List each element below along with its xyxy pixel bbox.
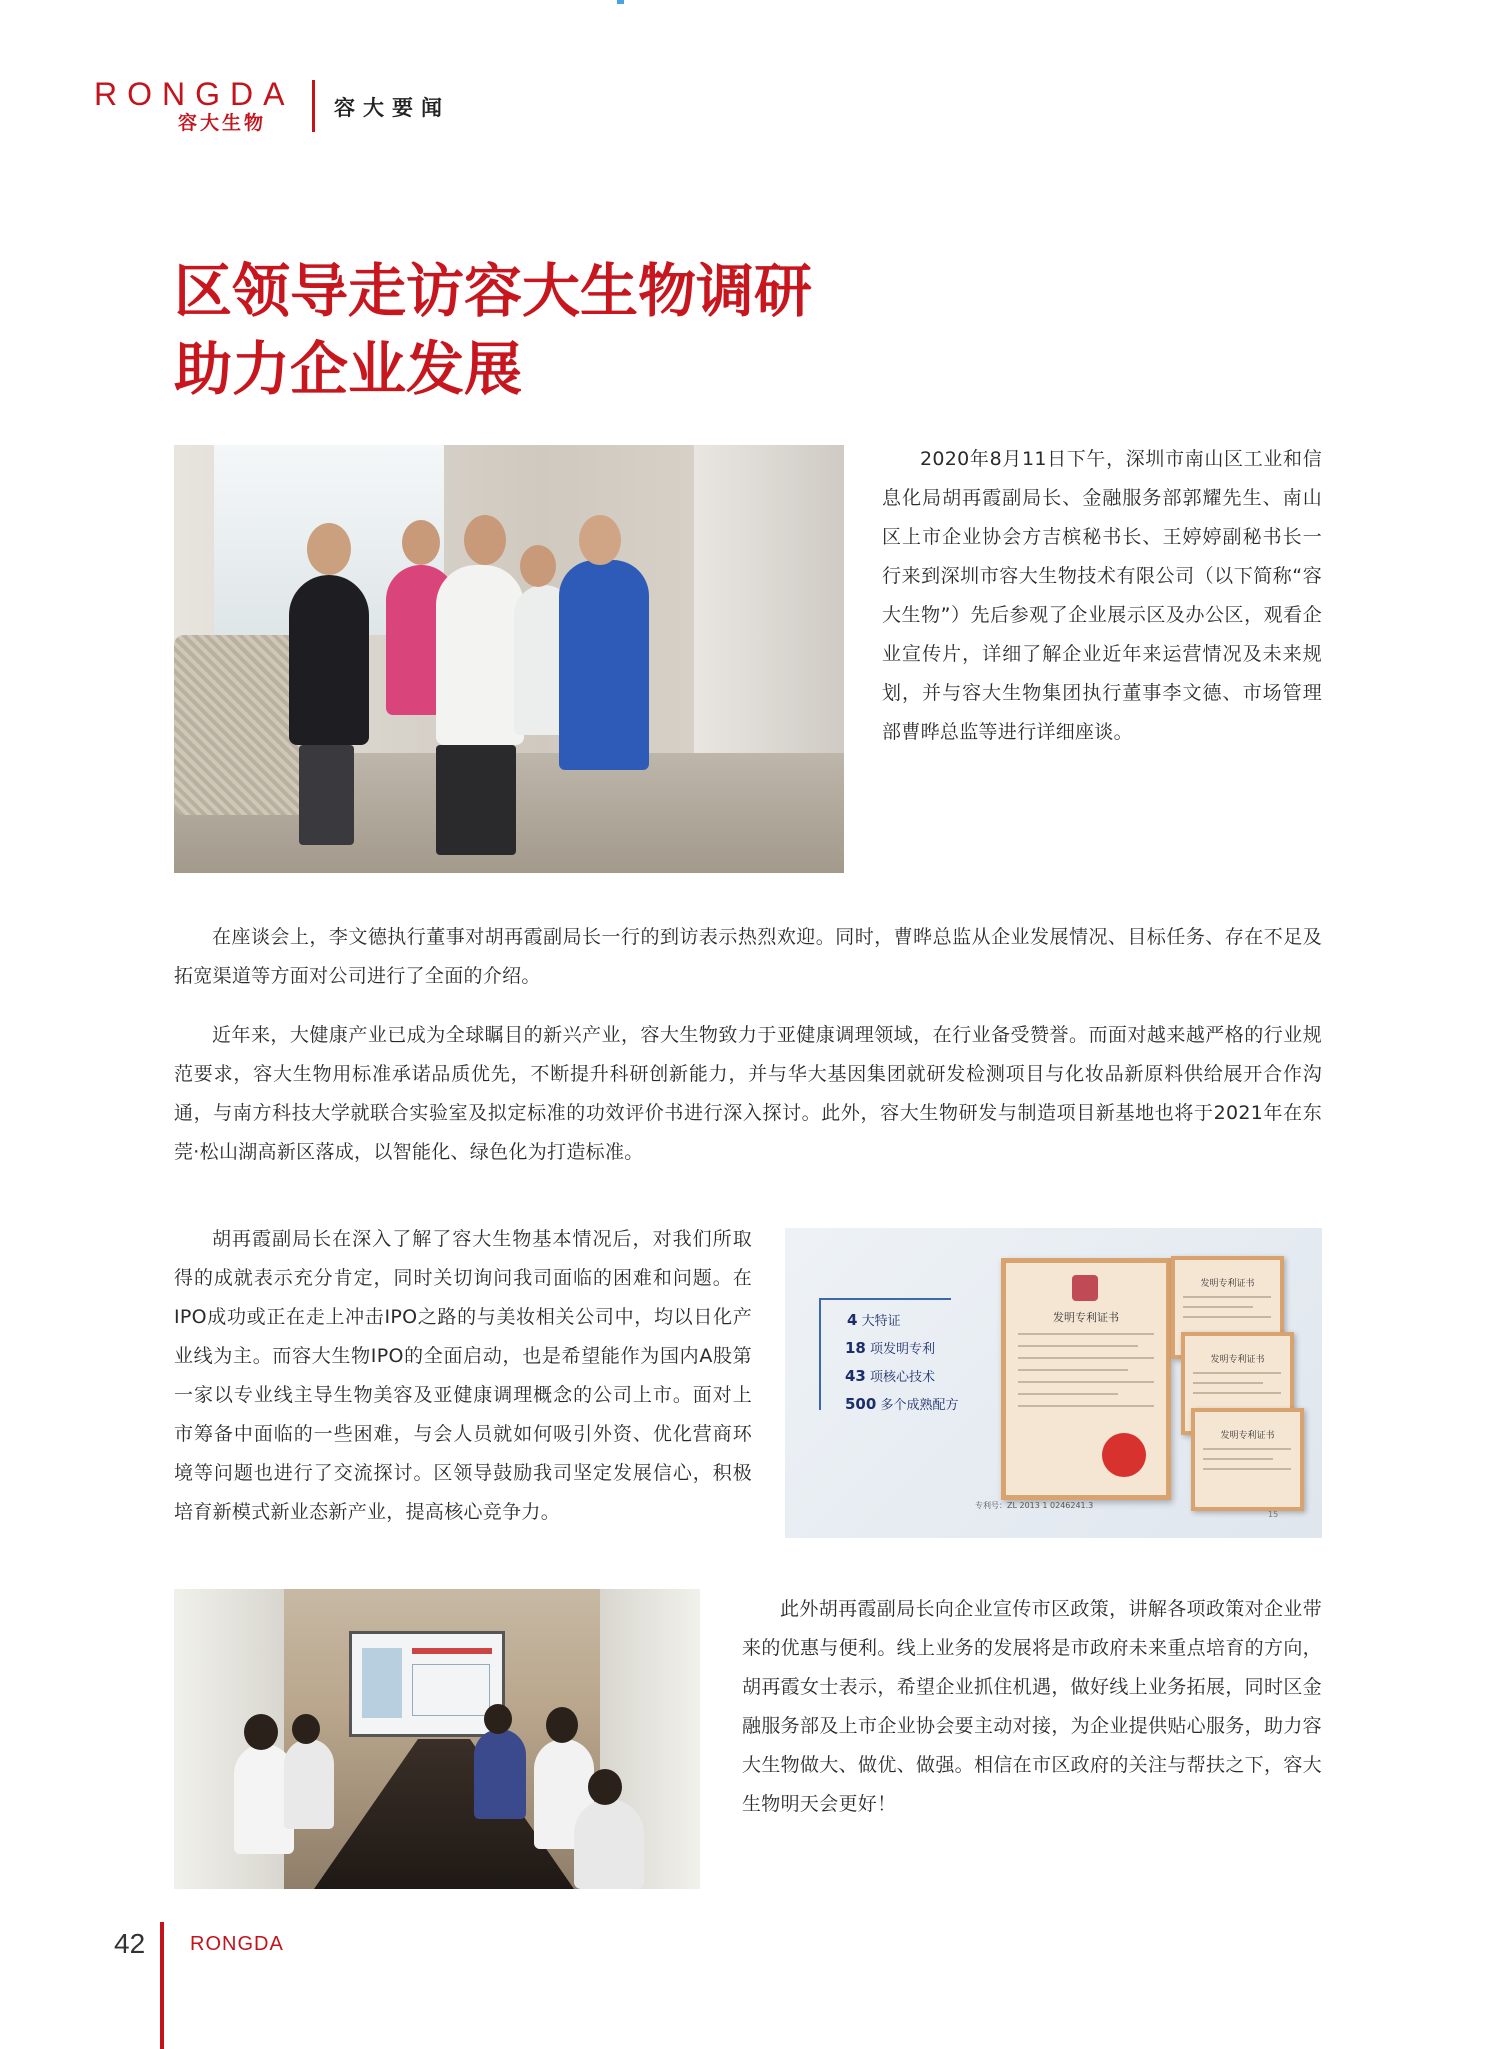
header-divider: [312, 80, 315, 132]
stat-item: 500 多个成熟配方: [845, 1395, 959, 1413]
person-head: [292, 1714, 320, 1744]
person-figure: [289, 575, 369, 745]
stat-item: 43 项核心技术: [845, 1367, 936, 1385]
person-head: [546, 1707, 578, 1743]
screen-building: [362, 1648, 402, 1718]
person-head: [464, 515, 506, 565]
footer-bar: [160, 1922, 164, 2049]
patent-certificates-image: [785, 1228, 1322, 1538]
projection-screen: [349, 1631, 505, 1737]
paragraph-4: 胡再霞副局长在深入了解了容大生物基本情况后，对我们所取得的成就表示充分肯定，同时关切询问我司面临的困难和问题。在IPO成功或正在走上冲击IPO之路的与美妆相关公司中，均以日化产业线为主。而容大生物IPO的全面启动，也是希望能作为国内A股第一家以专业线主导生物美容及亚健康调理概念的公司上市。面对上市筹备中面临的一些困难，与会人员就如何吸引外资、优化营商环境等问题也进行了交流探讨。区领导鼓励我司坚定发展信心，积极培育新模式新业态新产业，提高核心竞争力。: [174, 1228, 752, 1523]
page-number: 42: [114, 1928, 146, 1959]
screen-content: [412, 1664, 490, 1716]
certificate-small: [1191, 1408, 1304, 1511]
person-figure: [559, 560, 649, 770]
person-figure: [436, 565, 524, 745]
person-figure: [474, 1729, 526, 1819]
visit-photo: [174, 445, 844, 873]
section-title: 容大要闻: [334, 96, 450, 120]
person-figure: [574, 1799, 644, 1889]
title-line-1: 区领导走访容大生物调研: [174, 257, 813, 325]
certificate-title: 发明专利证书: [1053, 1311, 1119, 1324]
red-seal-icon: [1102, 1433, 1146, 1477]
person-head: [579, 515, 621, 565]
person-legs: [299, 745, 354, 845]
person-head: [244, 1714, 278, 1750]
certificate-title: 发明专利证书: [1220, 1431, 1275, 1441]
certificate-main: [1001, 1258, 1171, 1500]
image-page-number: 15: [1268, 1510, 1279, 1519]
article-title: [174, 252, 974, 408]
paragraph-1: 2020年8月11日下午，深圳市南山区工业和信息化局胡再霞副局长、金融服务部郭耀先生、南山区上市企业协会方吉槟秘书长、王婷婷副秘书长一行来到深圳市容大生物技术有限公司（以下简称“容大生物”）先后参观了企业展示区及办公区，观看企业宣传片，详细了解企业近年来运营情况及未来规划，并与容大生物集团执行董事李文德、市场管理部曹晔总监等进行详细座谈。: [882, 448, 1322, 743]
certificate-title: 发明专利证书: [1200, 1279, 1255, 1289]
stat-item: 4 大特证: [847, 1311, 901, 1329]
person-head: [484, 1704, 512, 1734]
meeting-photo: [174, 1589, 700, 1889]
top-marker: [617, 0, 624, 4]
person-head: [588, 1769, 622, 1805]
photo-wall: [694, 445, 844, 775]
emblem-icon: [1072, 1275, 1098, 1301]
certificate-title: 发明专利证书: [1210, 1355, 1265, 1365]
person-head: [307, 523, 351, 575]
paragraph-2: 在座谈会上，李文德执行董事对胡再霞副局长一行的到访表示热烈欢迎。同时，曹晔总监从企业发展情况、目标任务、存在不足及拓宽渠道等方面对公司进行了全面的介绍。: [174, 926, 1322, 987]
footer-brand: RONGDA: [190, 1933, 284, 1955]
brand-logo-cn: 容大生物: [178, 112, 267, 134]
person-head: [520, 545, 556, 587]
person-head: [402, 520, 440, 565]
screen-heading: [412, 1648, 492, 1654]
certificate-caption: 专利号：ZL 2013 1 0246241.3: [975, 1501, 1094, 1510]
title-line-2: 助力企业发展: [174, 335, 523, 403]
stat-item: 18 项发明专利: [845, 1339, 936, 1357]
paragraph-5: 此外胡再霞副局长向企业宣传市区政策，讲解各项政策对企业带来的优惠与便利。线上业务的发展将是市政府未来重点培育的方向，胡再霞女士表示，希望企业抓住机遇，做好线上业务拓展，同时区金融服务部及上市企业协会要主动对接，为企业提供贴心服务，助力容大生物做大、做优、做强。相信在市区政府的关注与帮扶之下，容大生物明天会更好！: [742, 1598, 1322, 1815]
person-legs: [436, 745, 516, 855]
brand-logo-en: RONGDA: [94, 76, 295, 112]
paragraph-3: 近年来，大健康产业已成为全球瞩目的新兴产业，容大生物致力于亚健康调理领域，在行业备受赞誉。而面对越来越严格的行业规范要求，容大生物用标准承诺品质优先，不断提升科研创新能力，并与华大基因集团就研发检测项目与化妆品新原料供给展开合作沟通，与南方科技大学就联合实验室及拟定标准的功效评价书进行深入探讨。此外，容大生物研发与制造项目新基地也将于2021年在东莞·松山湖高新区落成，以智能化、绿色化为打造标准。: [174, 1024, 1322, 1163]
person-figure: [284, 1739, 334, 1829]
